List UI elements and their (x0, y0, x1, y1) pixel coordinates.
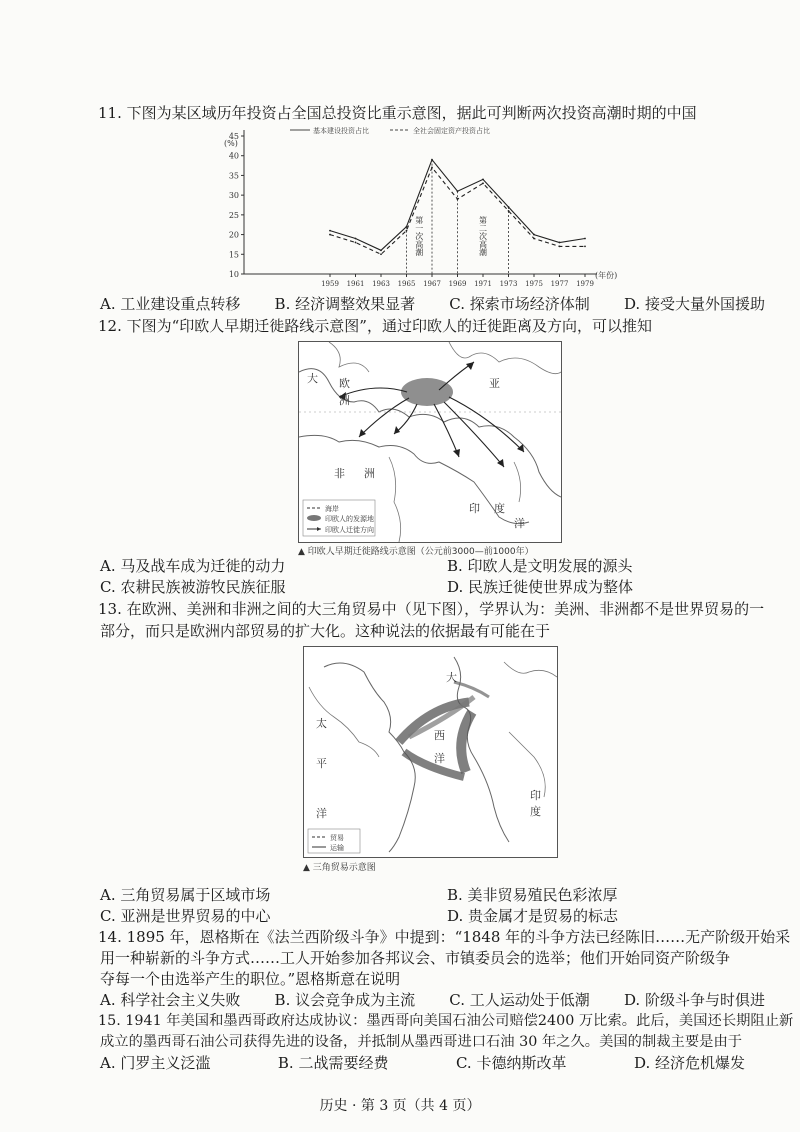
y-tick-label: 15 (228, 250, 239, 260)
q14-line-1: 14. 1895 年，恩格斯在《法兰西阶级斗争》中提到：“1848 年的斗争方法已经陈旧……无产阶级开始采 (98, 928, 791, 946)
q13-caption: ▲ 三角贸易示意图 (303, 863, 376, 873)
map12-legend-1: 印欧人的发源地 (325, 515, 374, 523)
annotation-0: 第一次高潮 (414, 216, 424, 256)
q13-option-b[interactable]: B. 美非贸易殖民色彩浓厚 (447, 886, 618, 904)
x-tick-label: 1967 (423, 280, 441, 288)
map12-label-ou: 欧 (339, 377, 350, 390)
investment-chart (220, 124, 620, 294)
page-footer: 历史 · 第 3 页（共 4 页） (319, 1098, 481, 1114)
series-1-point (431, 167, 433, 169)
map12-label-da: 大 (307, 372, 318, 385)
q12-caption: ▲ 印欧人早期迁徙路线示意图（公元前3000—前1000年） (298, 547, 534, 557)
q15-option-b[interactable]: B. 二战需要经费 (277, 1054, 389, 1072)
q12-option-c[interactable]: C. 农耕民族被游牧民族征服 (100, 578, 286, 596)
map12-legend-2: 印欧人迁徙方向 (325, 526, 374, 534)
map13-legend-0: 贸易 (330, 834, 344, 842)
map13-label-ping: 平 (316, 757, 327, 770)
map13-label-tai: 太 (316, 717, 327, 730)
map13-label-yin: 印 (530, 789, 541, 802)
migration-map (299, 342, 561, 542)
x-tick-label: 1963 (372, 280, 390, 288)
q15-option-a[interactable]: A. 门罗主义泛滥 (100, 1054, 211, 1072)
q11-stem: 11. 下图为某区域历年投资占全国总投资比重示意图，据此可判断两次投资高潮时期的中国 (98, 104, 697, 122)
map12-label-ya: 亚 (489, 377, 500, 390)
q12-option-b[interactable]: B. 印欧人是文明发展的源头 (447, 557, 633, 575)
x-axis-label: (年份) (595, 271, 618, 280)
series-1-point (380, 253, 382, 255)
q11-chart (220, 124, 620, 294)
q14-line-2: 用一种崭新的斗争方式……工人开始参加各邦议会、市镇委员会的选举；他们开始同资产阶级争 (100, 949, 731, 967)
map12-label-zhou2: 洲 (364, 467, 375, 480)
map13-label-da: 大 (446, 671, 457, 684)
map13-label-yang1: 洋 (316, 807, 327, 820)
series-1-point (559, 246, 561, 248)
map13-legend (308, 829, 360, 853)
q13-map (303, 646, 558, 858)
q13-stem-1: 13. 在欧洲、美洲和非洲之间的大三角贸易中（见下图），学界认为：美洲、非洲都不是世界贸易的一 (98, 600, 765, 618)
y-tick-label: 45 (228, 132, 239, 141)
series-0-point (329, 230, 331, 232)
q12-options (100, 556, 760, 598)
x-tick-label: 1961 (346, 280, 365, 288)
y-axis-label: (%) (224, 139, 238, 148)
series-1-point (457, 198, 459, 200)
map12-label-zhou1: 洲 (339, 394, 350, 407)
series-0-point (380, 249, 382, 251)
q15-option-d[interactable]: D. 经济危机爆发 (633, 1054, 745, 1072)
y-tick-label: 20 (228, 230, 239, 240)
q11-option-a[interactable]: A. 工业建设重点转移 (100, 295, 241, 313)
series-0-point (508, 206, 510, 208)
series-1-point (508, 210, 510, 212)
series-0-point (406, 226, 408, 228)
series-1-point (355, 242, 357, 244)
x-tick-label: 1973 (499, 280, 518, 288)
x-tick-label: 1975 (525, 280, 543, 288)
q13-option-d[interactable]: D. 贵金属才是贸易的标志 (447, 907, 619, 925)
annotation-1: 第二次高潮 (478, 216, 488, 256)
q14-option-a[interactable]: A. 科学社会主义失败 (100, 991, 241, 1009)
q12-stem: 12. 下图为“印欧人早期迁徙路线示意图”，通过印欧人的迁徙距离及方向，可以推知 (98, 317, 652, 335)
q14-line-3: 夺每一个由选举产生的职位。”恩格斯意在说明 (100, 970, 401, 988)
q14-option-d[interactable]: D. 阶级斗争与时俱进 (623, 991, 765, 1009)
series-1-point (533, 238, 535, 240)
q15-option-c[interactable]: C. 卡德纳斯改革 (455, 1054, 567, 1072)
q11-option-c[interactable]: C. 探索市场经济体制 (449, 295, 590, 313)
q12-option-d[interactable]: D. 民族迁徙使世界成为整体 (447, 578, 634, 596)
map12-label-du: 度 (494, 502, 505, 515)
y-tick-label: 30 (228, 191, 239, 201)
q15-options (100, 1053, 745, 1074)
legend-label-0: 基本建设投资占比 (313, 127, 369, 135)
x-tick-label: 1959 (321, 280, 339, 288)
series-0-point (355, 238, 357, 240)
map12-label-yin: 印 (469, 502, 480, 515)
y-tick-label: 10 (228, 270, 239, 279)
map13-legend-1: 运输 (330, 844, 344, 852)
x-tick-label: 1977 (550, 280, 569, 288)
map13-label-yang2: 洋 (434, 752, 445, 765)
q15-line-1: 15. 1941 年美国和墨西哥政府达成协议：墨西哥向美国石油公司赔偿2400 万比索。此后，美国还长期阻止新 (98, 1013, 794, 1029)
q12-option-a[interactable]: A. 马及战车成为迁徙的动力 (100, 557, 286, 575)
q11-option-d[interactable]: D. 接受大量外国援助 (623, 295, 765, 313)
triangle-trade-map (304, 647, 557, 857)
q11-option-b[interactable]: B. 经济调整效果显著 (274, 295, 416, 313)
map13-label-xi: 西 (434, 729, 445, 742)
series-1-point (329, 234, 331, 236)
y-tick-label: 35 (228, 171, 239, 181)
series-0-point (533, 234, 535, 236)
q14-option-b[interactable]: B. 议会竞争成为主流 (274, 991, 416, 1009)
map12-legend (303, 500, 375, 536)
q13-stem-2: 部分，而只是欧洲内部贸易的扩大化。这种说法的依据最有可能在于 (100, 622, 551, 640)
series-1-point (482, 182, 484, 184)
x-tick-label: 1965 (397, 280, 416, 288)
homeland-region (401, 378, 453, 406)
series-0-point (559, 242, 561, 244)
series-line-1 (330, 168, 585, 255)
q15-line-2: 成立的墨西哥石油公司获得先进的设备，并抵制从墨西哥进口石油 30 年之久。美国的制裁主要是由于 (100, 1034, 743, 1050)
map12-label-fei: 非 (334, 467, 345, 480)
q14-option-c[interactable]: C. 工人运动处于低潮 (449, 991, 590, 1009)
x-tick-label: 1969 (448, 280, 467, 288)
q13-option-c[interactable]: C. 亚洲是世界贸易的中心 (100, 907, 271, 925)
q13-options (100, 885, 760, 927)
q11-options (100, 294, 765, 315)
trade-flow-europe-africa (461, 712, 472, 772)
y-tick-label: 25 (228, 210, 239, 220)
series-1-point (584, 246, 586, 248)
q13-option-a[interactable]: A. 三角贸易属于区域市场 (100, 886, 271, 904)
series-0-point (431, 159, 433, 161)
x-tick-label: 1979 (576, 280, 594, 288)
map13-label-du: 度 (530, 805, 541, 818)
legend-label-1: 全社会固定资产投资占比 (413, 127, 490, 135)
q12-map (298, 341, 562, 543)
map12-legend-0: 海岸 (325, 505, 339, 513)
series-0-point (457, 190, 459, 192)
q14-options (100, 990, 765, 1011)
map12-label-yang: 洋 (514, 517, 525, 530)
series-0-point (482, 178, 484, 180)
series-1-point (406, 230, 408, 232)
x-tick-label: 1971 (474, 280, 492, 288)
y-tick-label: 40 (228, 151, 239, 161)
series-0-point (584, 238, 586, 240)
